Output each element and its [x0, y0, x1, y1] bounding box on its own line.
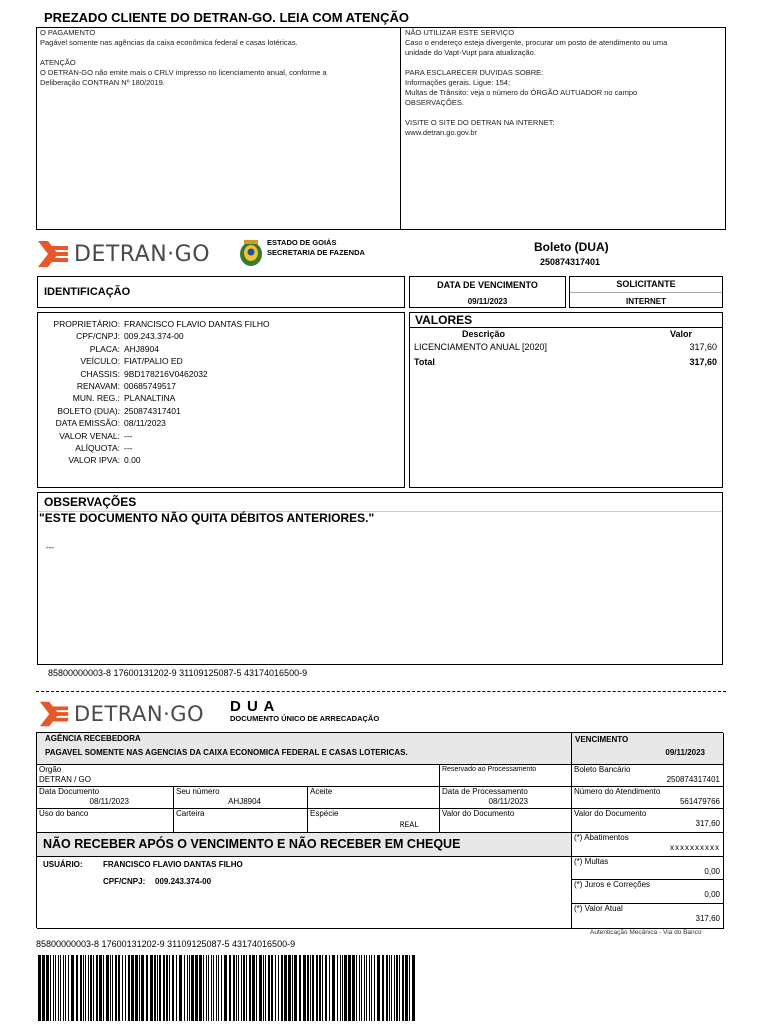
identificacao-value: 009.243.374-00: [124, 331, 184, 342]
dua-form: [36, 732, 723, 928]
uso-banco-label: Uso do banco: [39, 809, 89, 818]
barcode-bar: [325, 955, 327, 1021]
seu-numero-cell: [174, 787, 308, 809]
notice-line: O PAGAMENTO: [40, 28, 96, 37]
data-processamento-value: 08/11/2023: [488, 797, 528, 806]
state-header: [267, 238, 365, 258]
especie-value: REAL: [399, 821, 419, 830]
valor-documento-label: Valor do Documento: [442, 809, 515, 818]
barcode-bar: [342, 955, 343, 1021]
barcode-bar: [112, 955, 113, 1021]
boleto-number: 250874317401: [540, 257, 601, 267]
identificacao-value: ---: [124, 430, 133, 441]
barcode-bar: [195, 955, 198, 1021]
detran-arrows-icon: [38, 698, 70, 730]
barcode-bar: [312, 955, 314, 1021]
barcode-bar: [146, 955, 148, 1021]
barcode-bar: [110, 955, 111, 1021]
barcode-bar: [322, 955, 323, 1021]
usuario-value: FRANCISCO FLAVIO DANTAS FILHO: [103, 860, 243, 869]
identificacao-value: 08/11/2023: [124, 418, 166, 429]
notice-line: Multas de Trânsito: veja o número do ÓRGÃO AUTUADOR no campo: [405, 88, 638, 97]
barcode-bar: [141, 955, 144, 1021]
dua-title: D U A: [230, 698, 276, 715]
multas-label: (*) Multas: [574, 857, 609, 866]
barcode-bar: [176, 955, 177, 1021]
barcode-bar: [241, 955, 242, 1021]
especie-label: Espécie: [310, 809, 339, 818]
agencia-label: AGÊNCIA RECEBEDORA: [45, 734, 141, 743]
requester-label: SOLICITANTE: [616, 279, 676, 289]
orgao-cell: [37, 765, 440, 787]
barcode-bar: [191, 955, 194, 1021]
barcode-bar: [402, 955, 404, 1021]
barcode-bar: [332, 955, 335, 1021]
autenticacao-text: Autenticação Mecânica - Via do Banco: [590, 929, 702, 936]
barcode-bar: [299, 955, 301, 1021]
barcode-bar: [150, 955, 153, 1021]
dua-vencimento-value: 09/11/2023: [665, 748, 705, 757]
cut-line: [36, 691, 726, 692]
barcode-bar: [99, 955, 102, 1021]
notice-line: [40, 48, 397, 58]
barcode-bar: [50, 955, 51, 1021]
numero-atendimento-value: 561479766: [679, 797, 720, 806]
identificacao-row: [42, 392, 270, 404]
notice-line: Informações gerais. Ligue: 154;: [405, 78, 511, 87]
barcode-bar: [172, 955, 174, 1021]
barcode-bar: [203, 955, 204, 1021]
seu-numero-label: Seu número: [176, 787, 220, 796]
identificacao-key: VALOR VENAL:: [59, 430, 120, 441]
identificacao-value: FRANCISCO FLAVIO DANTAS FILHO: [124, 319, 270, 329]
notice-line: Caso o endereço esteja divergente, procurar um posto de atendimento ou uma: [405, 38, 668, 47]
due-date-box: [409, 276, 566, 308]
barcode-bar: [60, 955, 61, 1021]
barcode-bar: [53, 955, 54, 1021]
barcode-bar: [307, 955, 309, 1021]
barcode-bar: [236, 955, 237, 1021]
reservado-label: Reservado ao Processamento: [442, 766, 537, 773]
goias-coat-of-arms-icon: [238, 238, 264, 268]
agencia-text: PAGAVEL SOMENTE NAS AGENCIAS DA CAIXA ECONOMICA FEDERAL E CASAS LOTERICAS.: [45, 748, 408, 757]
barcode-bar: [163, 955, 165, 1021]
barcode-bar: [284, 955, 287, 1021]
identificacao-key: VALOR IPVA:: [68, 455, 120, 466]
info-notice-text: [401, 28, 725, 138]
warning-text: NÃO RECEBER APÓS O VENCIMENTO E NÃO RECEBER EM CHEQUE: [43, 837, 461, 851]
observacoes-box: [37, 492, 723, 665]
seu-numero-value: AHJ8904: [228, 797, 261, 806]
valores-box: [409, 312, 723, 488]
barcode-bar: [63, 955, 64, 1021]
barcode-bar: [294, 955, 297, 1021]
valores-item-value: 317,60: [689, 342, 717, 352]
boleto-bancario-cell: [572, 765, 724, 787]
numero-atendimento-label: Número do Atendimento: [574, 787, 661, 796]
data-processamento-cell: [440, 787, 572, 809]
barcode-bar: [125, 955, 126, 1021]
barcode-bar: [389, 955, 390, 1021]
barcode-bar: [366, 955, 367, 1021]
numero-atendimento-cell: [572, 787, 724, 809]
warning-cell: [37, 833, 572, 857]
identificacao-value: AHJ8904: [124, 343, 159, 354]
barcode-bar: [122, 955, 123, 1021]
data-processamento-label: Data de Processamento: [442, 787, 528, 796]
info-notice-box: [400, 27, 726, 230]
dua-vencimento-cell: [572, 733, 724, 765]
identificacao-key: CPF/CNPJ:: [76, 331, 120, 342]
multas-value: 0,00: [704, 867, 720, 876]
valor-documento-right-value: 317,60: [695, 819, 720, 828]
barcode-bar: [256, 955, 257, 1021]
valor-documento-cell: [440, 809, 572, 833]
valor-atual-value: 317,60: [695, 914, 720, 923]
barcode-bar: [233, 955, 235, 1021]
barcode-bar: [356, 955, 357, 1021]
identificacao-row: [42, 380, 270, 392]
identificacao-row: [42, 405, 270, 417]
abatimentos-label: (*) Abatimentos: [574, 833, 629, 842]
reservado-cell: [440, 765, 572, 787]
barcode-bar: [386, 955, 388, 1021]
barcode-bar: [288, 955, 291, 1021]
notice-line: O DETRAN-GO não emite mais o CRLV impresso no licenciamento anual, conforme a: [40, 68, 327, 77]
identificacao-row: [42, 454, 270, 466]
abatimentos-value: xxxxxxxxxx: [670, 843, 720, 852]
barcode-bar: [243, 955, 245, 1021]
barcode-bar: [268, 955, 270, 1021]
notice-line: NÃO UTILIZAR ESTE SERVIÇO: [405, 28, 515, 37]
barcode-bar: [139, 955, 140, 1021]
identificacao-key: PROPRIETÁRIO:: [53, 319, 120, 329]
aceite-label: Aceite: [310, 787, 333, 796]
barcode-bar: [246, 955, 247, 1021]
valor-documento-right-cell: [572, 809, 724, 833]
especie-cell: [308, 809, 440, 833]
observacoes-title: OBSERVAÇÕES: [44, 495, 137, 509]
identificacao-key: RENAVAM:: [76, 381, 120, 392]
notice-line: [405, 58, 721, 68]
payment-notice-box: [36, 27, 401, 230]
barcode-bar: [292, 955, 293, 1021]
barcode-bar: [316, 955, 318, 1021]
barcode-bar: [329, 955, 330, 1021]
identificacao-row: [42, 368, 270, 380]
barcode-bar: [118, 955, 120, 1021]
barcode-bar: [208, 955, 209, 1021]
identificacao-key: ALÍQUOTA:: [75, 443, 120, 454]
detran-logo-dua: [38, 698, 204, 730]
requester-box: [569, 276, 723, 308]
barcode-bar: [93, 955, 94, 1021]
barcode-bar: [319, 955, 321, 1021]
state-name: ESTADO DE GOIÁS: [267, 238, 337, 247]
detran-logo-text: DETRAN·GO: [74, 702, 205, 726]
barcode-bar: [55, 955, 56, 1021]
barcode-bar: [88, 955, 89, 1021]
barcode-bar: [128, 955, 130, 1021]
barcode-bar: [229, 955, 231, 1021]
due-date-label: DATA DE VENCIMENTO: [437, 280, 538, 290]
identificacao-details: [37, 312, 405, 488]
valores-title: VALORES: [415, 313, 473, 327]
valor-atual-label: (*) Valor Atual: [574, 904, 623, 913]
barcode-bar: [218, 955, 219, 1021]
orgao-value: DETRAN / GO: [39, 775, 92, 784]
detran-logo-text: DETRAN·GO: [74, 241, 211, 267]
detran-logo: [36, 237, 210, 271]
identificacao-key: CHASSIS:: [80, 368, 120, 379]
barcode-bar: [263, 955, 264, 1021]
identificacao-label: IDENTIFICAÇÃO: [44, 286, 131, 298]
observacoes-headline: "ESTE DOCUMENTO NÃO QUITA DÉBITOS ANTERIORES.": [39, 511, 375, 525]
uso-banco-cell: [37, 809, 174, 833]
barcode-bar: [80, 955, 82, 1021]
notice-line: [405, 108, 721, 118]
barcode-bar: [103, 955, 104, 1021]
dua-subtitle: DOCUMENTO ÚNICO DE ARRECADAÇÃO: [230, 714, 380, 723]
identificacao-row: [42, 355, 270, 367]
barcode-bar: [221, 955, 222, 1021]
barcode-bar: [374, 955, 375, 1021]
identificacao-value: 0.00: [124, 455, 141, 466]
identificacao-row: [42, 417, 270, 429]
barcode-bar: [259, 955, 262, 1021]
barcode-bar: [271, 955, 273, 1021]
barcode-bar: [68, 955, 69, 1021]
agencia-cell: [37, 733, 572, 765]
barcode-bar: [135, 955, 138, 1021]
identificacao-value: 9BD178216V0462032: [124, 368, 208, 379]
identificacao-header: [37, 276, 405, 308]
barcode-bar: [275, 955, 276, 1021]
barcode-bar: [85, 955, 86, 1021]
barcode-bar: [359, 955, 360, 1021]
data-documento-cell: [37, 787, 174, 809]
barcode-bar: [382, 955, 384, 1021]
barcode-bar: [369, 955, 370, 1021]
identificacao-value: 250874317401: [124, 405, 181, 416]
requester-value: INTERNET: [626, 297, 666, 306]
cpf-label: CPF/CNPJ:: [103, 877, 146, 886]
multas-cell: [572, 857, 724, 880]
barcode-bar: [344, 955, 347, 1021]
barcode-bar: [83, 955, 84, 1021]
notice-line: unidade do Vapt-Vupt para atualização.: [405, 48, 536, 57]
barcode-bar: [238, 955, 239, 1021]
barcode-bar: [265, 955, 266, 1021]
page-title: PREZADO CLIENTE DO DETRAN-GO. LEIA COM ATENÇÃO: [44, 10, 409, 25]
notice-line: Deliberação CONTRAN Nº 180/2019.: [40, 78, 165, 87]
usuario-label: USUÁRIO:: [43, 860, 83, 869]
notice-line: PARA ESCLARECER DUVIDAS SOBRE:: [405, 68, 544, 77]
barcode-bar: [71, 955, 74, 1021]
payment-notice-text: [37, 28, 400, 88]
linha-digitavel-top: 85800000003-8 17600131202-9 31109125087-5 43174016500-9: [48, 668, 308, 678]
barcode-bar: [340, 955, 341, 1021]
identificacao-value: ---: [124, 443, 133, 454]
barcode-bar: [199, 955, 202, 1021]
orgao-label: Orgão: [39, 765, 62, 774]
barcode-bar: [216, 955, 217, 1021]
barcode-bar: [179, 955, 182, 1021]
notice-line: Pagável somente nas agências da caixa econômica federal e casas lotéricas.: [40, 38, 298, 47]
boleto-title: Boleto (DUA): [534, 240, 609, 254]
identificacao-value: 00685749517: [124, 381, 177, 392]
notice-line: www.detran.go.gov.br: [405, 128, 477, 137]
barcode-bar: [154, 955, 156, 1021]
juros-value: 0,00: [704, 890, 720, 899]
juros-cell: [572, 880, 724, 904]
identificacao-key: DATA EMISSÃO:: [55, 418, 120, 429]
barcode-bar: [106, 955, 109, 1021]
state-secretariat: SECRETARIA DE FAZENDA: [267, 248, 365, 257]
detran-arrows-icon: [36, 237, 70, 271]
barcode-bar: [409, 955, 410, 1021]
barcode-bar: [96, 955, 98, 1021]
barcode-bar: [131, 955, 134, 1021]
valores-total-label: Total: [414, 357, 435, 367]
barcode-bar: [65, 955, 66, 1021]
barcode-bar: [224, 955, 227, 1021]
barcode-bar: [394, 955, 395, 1021]
barcode-bar: [371, 955, 372, 1021]
valor-documento-right-label: Valor do Documento: [574, 809, 647, 818]
identificacao-row: [42, 442, 270, 454]
barcode-bar: [361, 955, 362, 1021]
barcode-bar: [46, 955, 49, 1021]
carteira-label: Carteira: [176, 809, 205, 818]
juros-label: (*) Juros e Correções: [574, 880, 651, 889]
boleto-bancario-label: Boleto Bancário: [574, 765, 631, 774]
notice-line: ATENÇÃO: [40, 58, 76, 67]
payment-barcode: [38, 955, 418, 1021]
identificacao-row: [42, 318, 270, 330]
valores-item-desc: LICENCIAMENTO ANUAL [2020]: [414, 342, 548, 352]
barcode-bar: [278, 955, 279, 1021]
barcode-bar: [206, 955, 207, 1021]
identificacao-key: MUN. REG.:: [72, 393, 120, 404]
dua-vencimento-label: VENCIMENTO: [575, 735, 629, 744]
barcode-bar: [189, 955, 190, 1021]
data-documento-value: 08/11/2023: [89, 797, 129, 806]
identificacao-key: PLACA:: [89, 343, 120, 354]
aceite-cell: [308, 787, 440, 809]
barcode-bar: [337, 955, 338, 1021]
barcode-bar: [211, 955, 212, 1021]
barcode-bar: [348, 955, 351, 1021]
barcode-bar: [399, 955, 400, 1021]
boleto-bancario-value: 250874317401: [666, 775, 720, 784]
abatimentos-cell: [572, 833, 724, 857]
barcode-bar: [184, 955, 185, 1021]
data-documento-label: Data Documento: [39, 787, 100, 796]
valor-atual-cell: [572, 904, 724, 929]
barcode-bar: [252, 955, 255, 1021]
barcode-bar: [42, 955, 45, 1021]
identificacao-value: FIAT/PALIO ED: [124, 356, 183, 367]
identificacao-key: BOLETO (DUA):: [57, 405, 120, 416]
cpf-value: 009.243.374-00: [155, 877, 212, 886]
barcode-bar: [303, 955, 306, 1021]
valores-valor-header: Valor: [669, 329, 692, 339]
barcode-bar: [115, 955, 117, 1021]
barcode-bar: [157, 955, 158, 1021]
identificacao-row: [42, 330, 270, 342]
identificacao-row: [42, 430, 270, 442]
valores-total-value: 317,60: [689, 357, 717, 367]
barcode-bar: [38, 955, 41, 1021]
identificacao-list: [42, 318, 270, 467]
identificacao-key: VEÍCULO:: [80, 356, 120, 367]
observacoes-text: ---: [46, 543, 54, 552]
barcode-bar: [213, 955, 214, 1021]
barcode-bar: [76, 955, 78, 1021]
barcode-bar: [249, 955, 251, 1021]
notice-line: OBSERVAÇÕES.: [405, 98, 464, 107]
valores-desc-header: Descrição: [462, 329, 506, 339]
barcode-bar: [405, 955, 408, 1021]
barcode-bar: [187, 955, 188, 1021]
barcode-bar: [166, 955, 168, 1021]
identificacao-row: [42, 343, 270, 355]
due-date-value: 09/11/2023: [467, 297, 508, 306]
barcode-bar: [281, 955, 283, 1021]
barcode-bar: [352, 955, 355, 1021]
barcode-bar: [396, 955, 398, 1021]
carteira-cell: [174, 809, 308, 833]
barcode-bar: [377, 955, 380, 1021]
barcode-bar: [90, 955, 92, 1021]
barcode-bar: [412, 955, 415, 1021]
linha-digitavel-bottom: 85800000003-8 17600131202-9 31109125087-5 43174016500-9: [36, 939, 296, 949]
barcode-bar: [159, 955, 161, 1021]
barcode-bar: [310, 955, 311, 1021]
usuario-cell: [37, 857, 572, 929]
barcode-bar: [169, 955, 170, 1021]
notice-line: VISITE O SITE DO DETRAN NA INTERNET:: [405, 118, 555, 127]
barcode-bar: [391, 955, 392, 1021]
identificacao-value: PLANALTINA: [124, 393, 176, 404]
barcode-bar: [364, 955, 365, 1021]
barcode-bar: [58, 955, 59, 1021]
